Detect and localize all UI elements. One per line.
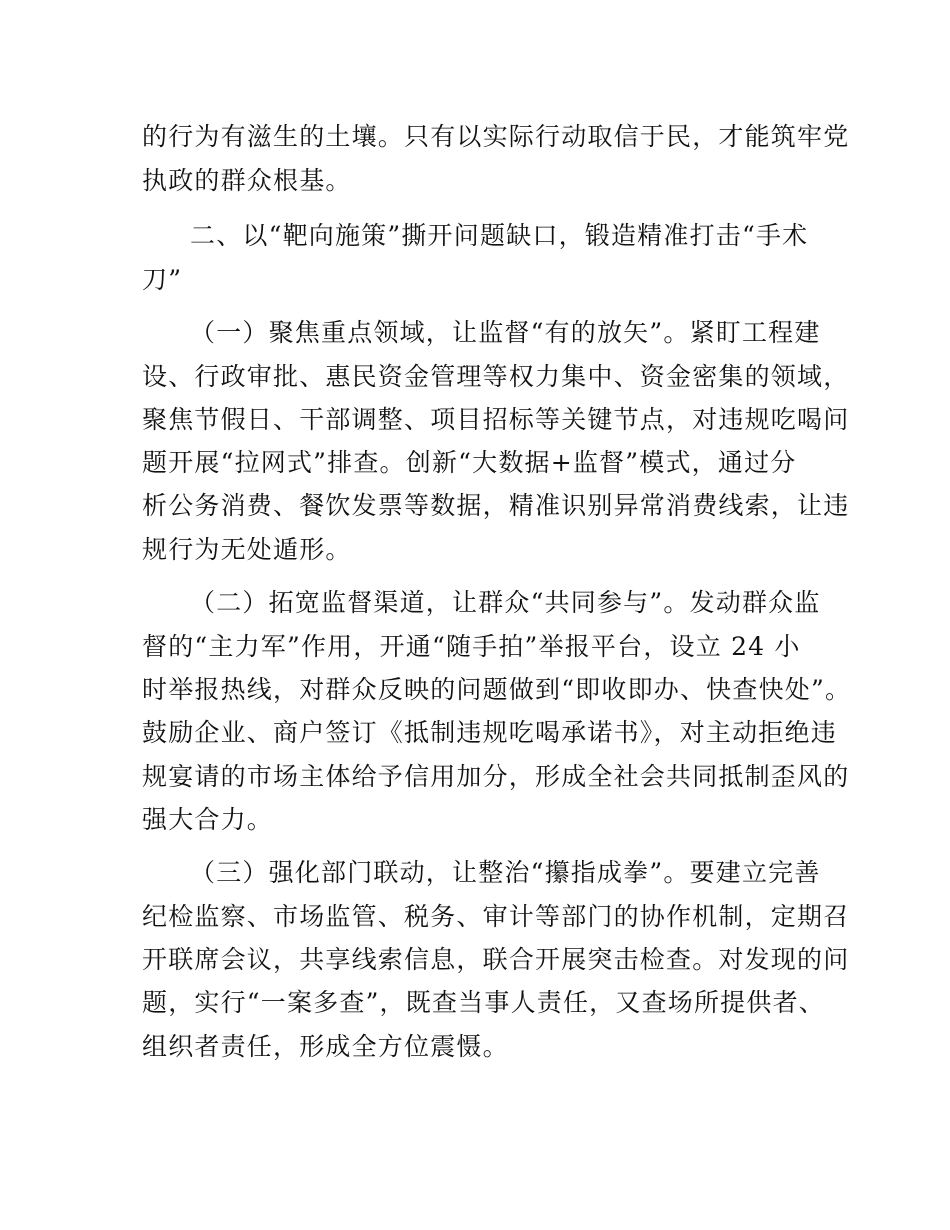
paragraph-1-line: 规行为无处遁形。 — [142, 535, 352, 564]
section-heading-continued: 刀” — [142, 265, 183, 294]
paragraph-1-line: 聚焦节假日、干部调整、项目招标等关键节点，对违规吃喝问 — [142, 405, 850, 434]
paragraph-3-line: 组织者责任，形成全方位震慑。 — [142, 1032, 509, 1061]
paragraph-3-line: （三）强化部门联动，让整治“攥指成拳”。要建立完善 — [190, 858, 821, 887]
paragraph-2-line: 时举报热线，对群众反映的问题做到“即收即办、快查快处”。 — [142, 675, 852, 704]
paragraph-1-line: 题开展“拉网式”排查。创新“大数据+监督”模式，通过分 — [142, 448, 797, 477]
paragraph-1-line: 设、行政审批、惠民资金管理等权力集中、资金密集的领域， — [142, 362, 850, 391]
section-heading: 二、以“靶向施策”撕开问题缺口，锻造精准打击“手术 — [190, 221, 809, 250]
text-line: 执政的群众根基。 — [142, 166, 352, 195]
paragraph-3-line: 开联席会议，共享线索信息，联合开展突击检查。对发现的问 — [142, 945, 850, 974]
paragraph-3-line: 题，实行“一案多查”，既查当事人责任，又查场所提供者、 — [142, 988, 825, 1017]
paragraph-2-line: 规宴请的市场主体给予信用加分，形成全社会共同抵制歪风的 — [142, 762, 850, 791]
paragraph-1-line: （一）聚焦重点领域，让监督“有的放矢”。紧盯工程建 — [190, 318, 821, 347]
paragraph-1-line: 析公务消费、餐饮发票等数据，精准识别异常消费线索，让违 — [142, 491, 850, 520]
text-line: 的行为有滋生的土壤。只有以实际行动取信于民，才能筑牢党 — [142, 122, 850, 151]
paragraph-2-line: （二）拓宽监督渠道，让群众“共同参与”。发动群众监 — [190, 588, 821, 617]
paragraph-2-line: 鼓励企业、商户签订《抵制违规吃喝承诺书》，对主动拒绝违 — [142, 718, 837, 747]
paragraph-3-line: 纪检监察、市场监管、税务、审计等部门的协作机制，定期召 — [142, 902, 850, 931]
paragraph-2-line: 强大合力。 — [142, 805, 274, 834]
paragraph-2-line: 督的“主力军”作用，开通“随手拍”举报平台，设立 24 小 — [142, 632, 801, 661]
